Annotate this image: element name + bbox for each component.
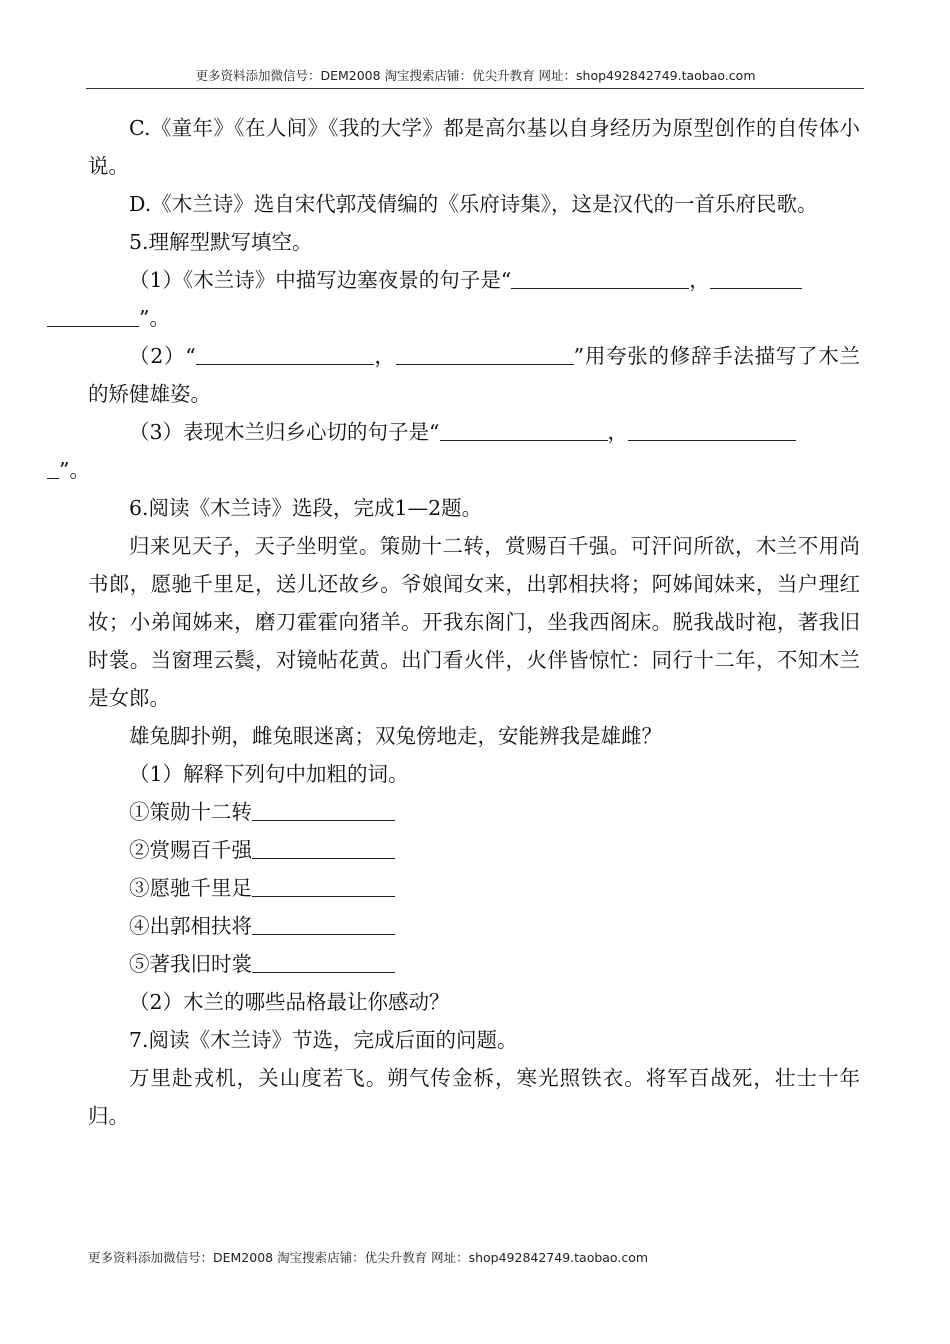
q6-item-text: ②赏赐百千强 (129, 838, 252, 862)
q5-sub1 (88, 261, 860, 337)
q4-option-c: C.《童年》《在人间》《我的大学》都是高尔基以自身经历为原型创作的自传体小说。 (88, 116, 860, 178)
q5-sub2-open: （2）“ (129, 344, 196, 368)
q6-item (88, 793, 860, 831)
closing-quote: ”。 (139, 306, 170, 330)
q6-item-text: ①策勋十二转 (129, 800, 252, 824)
q6-item (88, 945, 860, 983)
document-body (59, 109, 860, 1135)
q6-item-text: ④出郭相扶将 (129, 914, 252, 938)
q5-sub3-prompt: （3）表现木兰归乡心切的句子是“ (129, 420, 440, 444)
q6-title: 6.阅读《木兰诗》选段，完成1—2题。 (129, 496, 483, 520)
comma: ， (373, 344, 396, 368)
q6-sub2: （2）木兰的哪些品格最让你感动？ (129, 990, 450, 1014)
answer-blank[interactable] (47, 458, 59, 479)
answer-blank[interactable] (252, 838, 395, 859)
answer-blank[interactable] (252, 914, 395, 935)
answer-blank[interactable] (196, 344, 374, 365)
comma: ， (689, 268, 710, 292)
header-divider (86, 88, 864, 89)
answer-blank[interactable] (511, 268, 689, 289)
q6-item (88, 907, 860, 945)
q4-option-d: D.《木兰诗》选自宋代郭茂倩编的《乐府诗集》，这是汉代的一首乐府民歌。 (129, 192, 818, 216)
page-header: 更多资料添加微信号：DEM2008 淘宝搜索店铺：优尖升教育 网址：shop492842749.taobao.com (195, 68, 756, 83)
q5-sub3 (59, 413, 860, 489)
answer-blank[interactable] (396, 344, 574, 365)
answer-blank[interactable] (252, 952, 395, 973)
answer-blank[interactable] (252, 800, 395, 821)
q6-item-text: ⑤著我旧时裳 (129, 952, 252, 976)
page-footer: 更多资料添加微信号：DEM2008 淘宝搜索店铺：优尖升教育 网址：shop492842749.taobao.com (88, 1250, 649, 1265)
answer-blank[interactable] (47, 306, 139, 327)
q6-item (88, 831, 860, 869)
q7-passage: 万里赴戎机，关山度若飞。朔气传金柝，寒光照铁衣。将军百战死，壮士十年归。 (88, 1066, 860, 1128)
q5-title: 5.理解型默写填空。 (129, 230, 313, 254)
q6-sub1: （1）解释下列句中加粗的词。 (129, 762, 409, 786)
q5-sub2 (88, 337, 860, 413)
q6-item (88, 869, 860, 907)
q6-passage-2: 雄兔脚扑朔，雌兔眼迷离；双兔傍地走，安能辨我是雄雌？ (129, 724, 662, 748)
q7-title: 7.阅读《木兰诗》节选，完成后面的问题。 (129, 1028, 518, 1052)
comma: ， (607, 420, 629, 444)
answer-blank[interactable] (252, 876, 395, 897)
q6-passage: 归来见天子，天子坐明堂。策勋十二转，赏赐百千强。可汗问所欲，木兰不用尚书郎，愿驰千里足，送儿还故乡。爷娘闻女来，出郭相扶将；阿姊闻妹来，当户理红妆；小弟闻姊来，磨刀霍霍向猪羊。开我东阁门，坐我西阁床。脱我战时袍，著我旧时裳。当窗理云鬓，对镜帖花黄。出门看火伴，火伴皆惊忙：同行十二年，不知木兰是女郎。 (88, 534, 860, 710)
closing-quote: ”。 (59, 458, 90, 482)
answer-blank[interactable] (440, 420, 608, 441)
answer-blank[interactable] (710, 268, 802, 289)
answer-blank[interactable] (628, 420, 796, 441)
q5-sub1-prompt: （1）《木兰诗》中描写边塞夜景的句子是“ (129, 268, 512, 292)
q6-item-text: ③愿驰千里足 (129, 876, 252, 900)
q5-sub2-text: ”用夸张的修辞手法描写了木兰的矫健雄姿。 (88, 344, 860, 406)
